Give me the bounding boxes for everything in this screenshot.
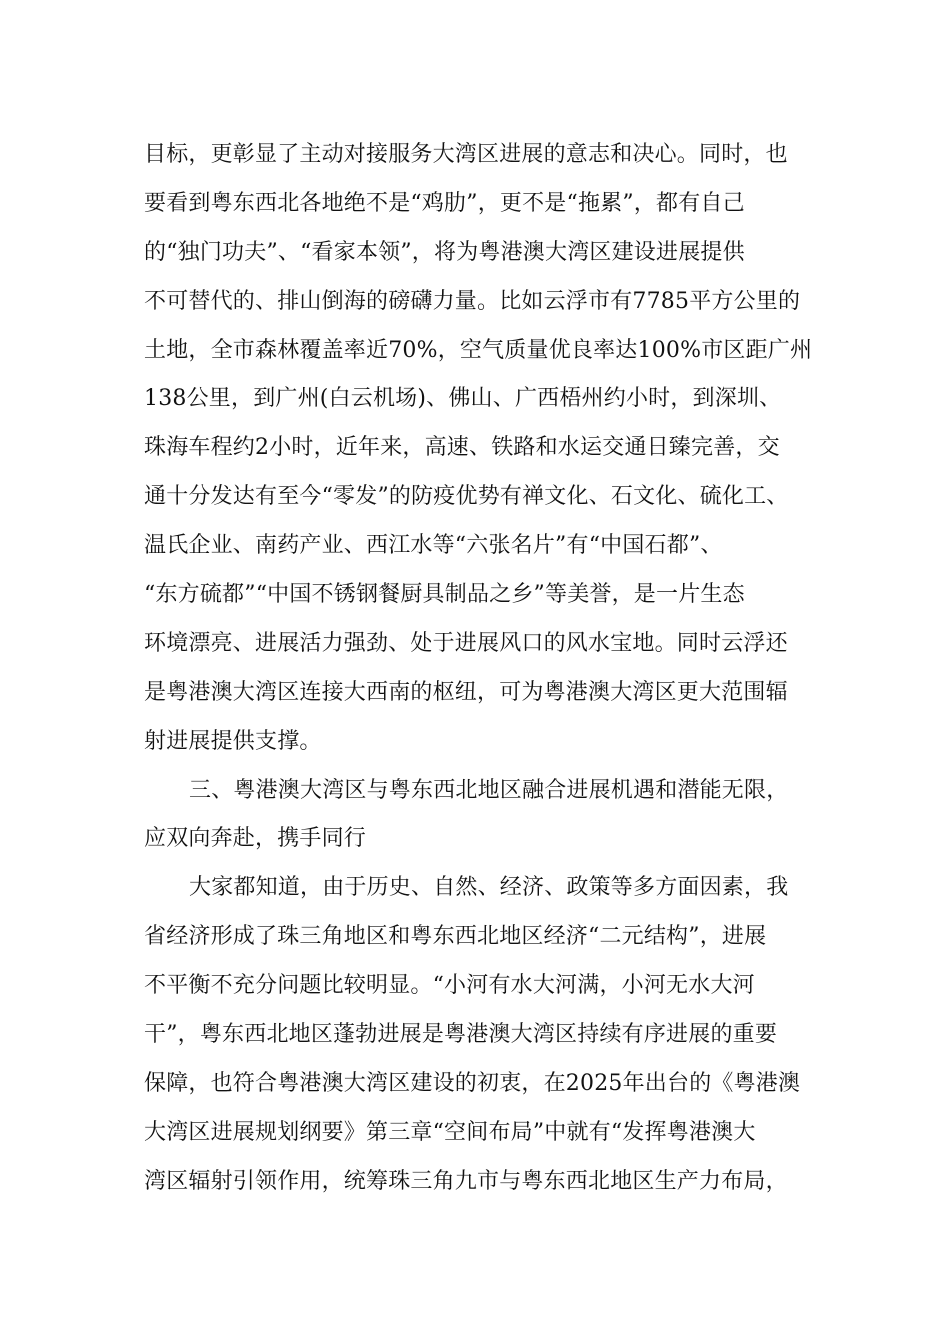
text-line: “东方硫都”“中国不锈钢餐厨具制品之乡”等美誉，是一片生态 xyxy=(144,582,745,608)
text-line: 射进展提供支撑。 xyxy=(144,728,322,754)
text-line: 通十分发达有至今“零发”的防疫优势有禅文化、石文化、硫化工、 xyxy=(144,484,789,510)
section-heading-line: 应双向奔赴，携手同行 xyxy=(144,826,367,852)
text-line: 土地，全市森林覆盖率近70%，空气质量优良率达100%市区距广州 xyxy=(144,337,813,363)
text-line: 保障，也符合粤港澳大湾区建设的初衷，在2025年出台的《粤港澳 xyxy=(144,1070,801,1096)
text-line: 珠海车程约2小时，近年来，高速、铁路和水运交通日臻完善，交 xyxy=(144,435,780,461)
text-line: 不可替代的、排山倒海的磅礴力量。比如云浮市有7785平方公里的 xyxy=(144,288,801,314)
text-line: 湾区辐射引领作用，统筹珠三角九市与粤东西北地区生产力布局， xyxy=(144,1168,788,1194)
text-line: 的“独门功夫”、“看家本领”，将为粤港澳大湾区建设进展提供 xyxy=(144,239,745,265)
text-line: 环境漂亮、进展活力强劲、处于进展风口的风水宝地。同时云浮还 xyxy=(144,630,788,656)
text-line: 干”，粤东西北地区蓬勃进展是粤港澳大湾区持续有序进展的重要 xyxy=(144,1022,778,1048)
text-line: 大湾区进展规划纲要》第三章“空间布局”中就有“发挥粤港澳大 xyxy=(144,1119,756,1145)
text-line: 目标，更彰显了主动对接服务大湾区进展的意志和决心。同时，也 xyxy=(144,142,788,167)
section-heading-line: 三、粤港澳大湾区与粤东西北地区融合进展机遇和潜能无限， xyxy=(189,777,789,803)
text-line: 大家都知道，由于历史、自然、经济、政策等多方面因素，我 xyxy=(189,875,789,901)
text-line: 不平衡不充分问题比较明显。“小河有水大河满，小河无水大河 xyxy=(144,973,755,999)
text-line: 温氏企业、南药产业、西江水等“六张名片”有“中国石都”、 xyxy=(144,533,723,559)
text-line: 省经济形成了珠三角地区和粤东西北地区经济“二元结构”，进展 xyxy=(144,924,767,950)
text-line: 要看到粤东西北各地绝不是“鸡肋”，更不是“拖累”，都有自己 xyxy=(144,190,745,216)
text-line: 138公里，到广州(白云机场)、佛山、广西梧州约小时，到深圳、 xyxy=(144,386,782,412)
text-line: 是粤港澳大湾区连接大西南的枢纽，可为粤港澳大湾区更大范围辐 xyxy=(144,679,788,705)
document-body xyxy=(144,131,834,1207)
